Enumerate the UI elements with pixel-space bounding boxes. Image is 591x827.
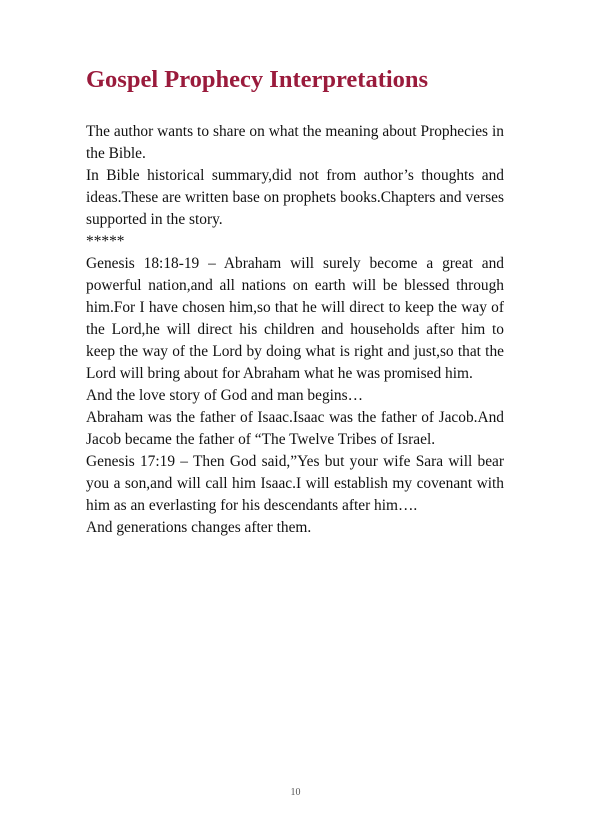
paragraph-summary: In Bible historical summary,did not from author’s thoughts and ideas.These are written base on prophets books.Chapters and verses supported in the story. <box>86 167 504 228</box>
body-text <box>86 121 504 539</box>
paragraph-love-story: And the love story of God and man begins… <box>86 387 363 404</box>
page-title: Gospel Prophecy Interpretations <box>86 66 429 93</box>
paragraph-genealogy: Abraham was the father of Isaac.Isaac was the father of Jacob.And Jacob became the father of “The Twelve Tribes of Israel. <box>86 409 504 448</box>
paragraph-intro: The author wants to share on what the meaning about Prophecies in the Bible. <box>86 123 504 162</box>
paragraph-genesis-18: Genesis 18:18-19 – Abraham will surely become a great and powerful nation,and all nations on earth will be blessed through him.For I have chosen him,so that he will direct to keep the way of the Lord,he will direct his children and households after him to keep the way of the Lord by doing what is right and just,so that the Lord will bring about for Abraham what he was promised him. <box>86 255 504 382</box>
paragraph-separator: ***** <box>86 233 125 250</box>
paragraph-genesis-17: Genesis 17:19 – Then God said,”Yes but your wife Sara will bear you a son,and will call him Isaac.I will establish my covenant with him as an everlasting for his descendants after him…. <box>86 453 504 514</box>
paragraph-generations: And generations changes after them. <box>86 519 312 536</box>
page-number: 10 <box>290 787 301 798</box>
